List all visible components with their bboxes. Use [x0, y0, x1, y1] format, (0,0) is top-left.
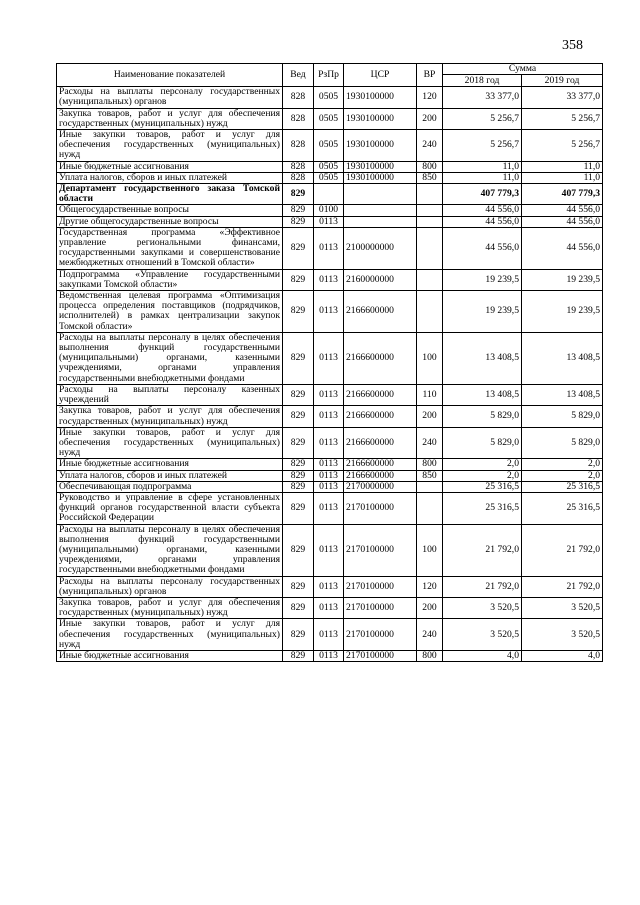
table-row — [57, 470, 603, 481]
cell-csr — [344, 205, 417, 216]
cell-vr: 800 — [417, 161, 443, 172]
cell-ved: 829 — [283, 481, 314, 492]
cell-vr: 800 — [417, 650, 443, 661]
cell-csr: 2170100000 — [344, 492, 417, 524]
table-row — [57, 459, 603, 470]
cell-rzpr: 0113 — [314, 481, 344, 492]
table-row — [57, 205, 603, 216]
header-sum: Сумма — [443, 64, 603, 75]
cell-sum-2018: 3 520,5 — [443, 619, 522, 651]
table-row — [57, 406, 603, 427]
cell-name: Закупка товаров, работ и услуг для обеспечения государственных (муниципальных) нужд — [57, 406, 283, 427]
cell-rzpr: 0113 — [314, 384, 344, 405]
cell-sum-2018: 407 779,3 — [443, 184, 522, 205]
page-number: 358 — [562, 38, 583, 53]
cell-ved: 829 — [283, 227, 314, 269]
cell-ved: 829 — [283, 332, 314, 384]
cell-ved: 829 — [283, 576, 314, 597]
table-row — [57, 216, 603, 227]
table-row — [57, 650, 603, 661]
cell-sum-2018: 44 556,0 — [443, 205, 522, 216]
table-body — [57, 87, 603, 662]
cell-rzpr — [314, 184, 344, 205]
cell-vr: 240 — [417, 427, 443, 459]
cell-sum-2018: 44 556,0 — [443, 216, 522, 227]
cell-name: Расходы на выплаты персоналу государственных (муниципальных) органов — [57, 87, 283, 108]
cell-sum-2019: 2,0 — [522, 470, 603, 481]
cell-csr — [344, 216, 417, 227]
cell-vr — [417, 492, 443, 524]
cell-vr — [417, 269, 443, 290]
cell-csr: 2100000000 — [344, 227, 417, 269]
cell-vr: 100 — [417, 332, 443, 384]
cell-csr: 2166600000 — [344, 459, 417, 470]
header-name: Наименование показателей — [57, 64, 283, 87]
table-row — [57, 291, 603, 333]
header-vr: ВР — [417, 64, 443, 87]
cell-name: Иные закупки товаров, работ и услуг для обеспечения государственных (муниципальных) нужд — [57, 427, 283, 459]
cell-sum-2018: 2,0 — [443, 459, 522, 470]
header-year-2018: 2018 год — [443, 75, 522, 87]
cell-name: Государственная программа «Эффективное управление региональными финансами, государственными закупками и совершенствование межбюджетных отношений в Томской области» — [57, 227, 283, 269]
cell-name: Иные бюджетные ассигнования — [57, 161, 283, 172]
cell-csr: 2170100000 — [344, 597, 417, 618]
cell-rzpr: 0113 — [314, 576, 344, 597]
cell-sum-2018: 13 408,5 — [443, 332, 522, 384]
table-row — [57, 576, 603, 597]
table-row — [57, 269, 603, 290]
cell-sum-2018: 19 239,5 — [443, 269, 522, 290]
cell-vr: 100 — [417, 524, 443, 576]
cell-sum-2018: 44 556,0 — [443, 227, 522, 269]
cell-name: Другие общегосударственные вопросы — [57, 216, 283, 227]
cell-vr — [417, 481, 443, 492]
cell-ved: 829 — [283, 650, 314, 661]
cell-rzpr: 0113 — [314, 269, 344, 290]
cell-rzpr: 0113 — [314, 619, 344, 651]
cell-ved: 829 — [283, 216, 314, 227]
cell-rzpr: 0113 — [314, 650, 344, 661]
cell-sum-2019: 25 316,5 — [522, 492, 603, 524]
cell-csr: 2166600000 — [344, 332, 417, 384]
cell-name: Подпрограмма «Управление государственными закупками Томской области» — [57, 269, 283, 290]
cell-sum-2019: 5 829,0 — [522, 427, 603, 459]
cell-sum-2019: 5 256,7 — [522, 130, 603, 162]
cell-sum-2019: 21 792,0 — [522, 576, 603, 597]
cell-vr: 200 — [417, 108, 443, 129]
table-row — [57, 227, 603, 269]
cell-csr: 2170100000 — [344, 619, 417, 651]
cell-name: Иные закупки товаров, работ и услуг для обеспечения государственных (муниципальных) нужд — [57, 130, 283, 162]
cell-vr: 800 — [417, 459, 443, 470]
cell-csr: 2170100000 — [344, 576, 417, 597]
cell-rzpr: 0113 — [314, 470, 344, 481]
cell-vr: 110 — [417, 384, 443, 405]
cell-ved: 829 — [283, 597, 314, 618]
cell-sum-2018: 19 239,5 — [443, 291, 522, 333]
cell-ved: 828 — [283, 161, 314, 172]
cell-vr — [417, 205, 443, 216]
cell-name: Обеспечивающая подпрограмма — [57, 481, 283, 492]
cell-sum-2019: 407 779,3 — [522, 184, 603, 205]
cell-rzpr: 0113 — [314, 427, 344, 459]
cell-ved: 829 — [283, 291, 314, 333]
cell-sum-2018: 13 408,5 — [443, 384, 522, 405]
table-row — [57, 427, 603, 459]
cell-ved: 829 — [283, 459, 314, 470]
cell-ved: 829 — [283, 524, 314, 576]
cell-vr: 850 — [417, 172, 443, 183]
cell-sum-2019: 3 520,5 — [522, 597, 603, 618]
table-row — [57, 524, 603, 576]
cell-sum-2019: 44 556,0 — [522, 205, 603, 216]
header-rzpr: РзПр — [314, 64, 344, 87]
cell-vr: 120 — [417, 87, 443, 108]
cell-ved: 829 — [283, 427, 314, 459]
cell-sum-2018: 5 256,7 — [443, 130, 522, 162]
cell-sum-2018: 33 377,0 — [443, 87, 522, 108]
table-row — [57, 87, 603, 108]
table-row — [57, 384, 603, 405]
cell-sum-2018: 4,0 — [443, 650, 522, 661]
cell-rzpr: 0113 — [314, 492, 344, 524]
cell-rzpr: 0113 — [314, 459, 344, 470]
cell-rzpr: 0113 — [314, 332, 344, 384]
cell-sum-2018: 25 316,5 — [443, 481, 522, 492]
cell-sum-2018: 5 256,7 — [443, 108, 522, 129]
table-row — [57, 481, 603, 492]
cell-csr: 2170100000 — [344, 650, 417, 661]
cell-csr: 2166600000 — [344, 427, 417, 459]
cell-ved: 829 — [283, 406, 314, 427]
cell-ved: 829 — [283, 269, 314, 290]
cell-csr: 2166600000 — [344, 384, 417, 405]
cell-vr — [417, 216, 443, 227]
cell-name: Расходы на выплаты персоналу государственных (муниципальных) органов — [57, 576, 283, 597]
cell-sum-2019: 13 408,5 — [522, 384, 603, 405]
cell-sum-2018: 11,0 — [443, 161, 522, 172]
table-row — [57, 619, 603, 651]
table-row — [57, 172, 603, 183]
cell-sum-2019: 19 239,5 — [522, 269, 603, 290]
cell-name: Иные бюджетные ассигнования — [57, 650, 283, 661]
cell-ved: 829 — [283, 619, 314, 651]
cell-sum-2018: 21 792,0 — [443, 524, 522, 576]
cell-sum-2019: 11,0 — [522, 172, 603, 183]
cell-vr — [417, 184, 443, 205]
cell-vr — [417, 227, 443, 269]
cell-vr: 850 — [417, 470, 443, 481]
cell-csr — [344, 184, 417, 205]
cell-rzpr: 0113 — [314, 524, 344, 576]
header-csr: ЦСР — [344, 64, 417, 87]
cell-rzpr: 0113 — [314, 406, 344, 427]
cell-csr: 1930100000 — [344, 108, 417, 129]
cell-sum-2018: 2,0 — [443, 470, 522, 481]
cell-name: Департамент государственного заказа Томской области — [57, 184, 283, 205]
table-row — [57, 130, 603, 162]
cell-ved: 828 — [283, 172, 314, 183]
cell-sum-2018: 3 520,5 — [443, 597, 522, 618]
cell-sum-2019: 19 239,5 — [522, 291, 603, 333]
cell-vr — [417, 291, 443, 333]
cell-csr: 1930100000 — [344, 172, 417, 183]
table-row — [57, 161, 603, 172]
cell-csr: 2170100000 — [344, 524, 417, 576]
cell-csr: 2160000000 — [344, 269, 417, 290]
table-row — [57, 332, 603, 384]
cell-sum-2019: 2,0 — [522, 459, 603, 470]
table-row — [57, 184, 603, 205]
cell-vr: 120 — [417, 576, 443, 597]
cell-vr: 200 — [417, 406, 443, 427]
cell-rzpr: 0113 — [314, 216, 344, 227]
cell-ved: 828 — [283, 87, 314, 108]
table-row — [57, 108, 603, 129]
cell-rzpr: 0100 — [314, 205, 344, 216]
cell-sum-2019: 11,0 — [522, 161, 603, 172]
cell-sum-2019: 13 408,5 — [522, 332, 603, 384]
cell-ved: 829 — [283, 384, 314, 405]
cell-csr: 2170000000 — [344, 481, 417, 492]
cell-sum-2018: 11,0 — [443, 172, 522, 183]
cell-sum-2019: 5 256,7 — [522, 108, 603, 129]
cell-csr: 1930100000 — [344, 87, 417, 108]
cell-rzpr: 0113 — [314, 227, 344, 269]
cell-name: Уплата налогов, сборов и иных платежей — [57, 172, 283, 183]
cell-vr: 240 — [417, 619, 443, 651]
cell-rzpr: 0113 — [314, 597, 344, 618]
cell-ved: 829 — [283, 205, 314, 216]
cell-name: Ведомственная целевая программа «Оптимизация процесса определения поставщиков (подрядчиков, исполнителей) в рамках централизации закупок Томской области» — [57, 291, 283, 333]
cell-sum-2019: 33 377,0 — [522, 87, 603, 108]
cell-ved: 828 — [283, 108, 314, 129]
budget-table — [56, 63, 603, 662]
cell-name: Закупка товаров, работ и услуг для обеспечения государственных (муниципальных) нужд — [57, 108, 283, 129]
cell-csr: 1930100000 — [344, 130, 417, 162]
cell-rzpr: 0505 — [314, 161, 344, 172]
cell-sum-2018: 5 829,0 — [443, 406, 522, 427]
cell-sum-2019: 21 792,0 — [522, 524, 603, 576]
cell-sum-2018: 21 792,0 — [443, 576, 522, 597]
cell-ved: 829 — [283, 184, 314, 205]
cell-sum-2018: 5 829,0 — [443, 427, 522, 459]
cell-csr: 2166600000 — [344, 470, 417, 481]
table-row — [57, 492, 603, 524]
cell-name: Общегосударственные вопросы — [57, 205, 283, 216]
cell-sum-2018: 25 316,5 — [443, 492, 522, 524]
cell-rzpr: 0113 — [314, 291, 344, 333]
cell-sum-2019: 44 556,0 — [522, 216, 603, 227]
cell-rzpr: 0505 — [314, 172, 344, 183]
table-row — [57, 597, 603, 618]
cell-name: Расходы на выплаты персоналу в целях обеспечения выполнения функций государственными (муниципальными) органами, казенными учреждениями, органами управления государственными внебюджетными фондами — [57, 524, 283, 576]
cell-name: Закупка товаров, работ и услуг для обеспечения государственных (муниципальных) нужд — [57, 597, 283, 618]
cell-name: Руководство и управление в сфере установленных функций органов государственной власти субъекта Российской Федерации — [57, 492, 283, 524]
cell-sum-2019: 25 316,5 — [522, 481, 603, 492]
cell-vr: 200 — [417, 597, 443, 618]
header-year-2019: 2019 год — [522, 75, 603, 87]
cell-rzpr: 0505 — [314, 130, 344, 162]
cell-name: Уплата налогов, сборов и иных платежей — [57, 470, 283, 481]
cell-ved: 829 — [283, 492, 314, 524]
cell-rzpr: 0505 — [314, 87, 344, 108]
cell-name: Расходы на выплаты персоналу в целях обеспечения выполнения функций государственными (муниципальными) органами, казенными учреждениями, органами управления государственными внебюджетными фондами — [57, 332, 283, 384]
cell-sum-2019: 5 829,0 — [522, 406, 603, 427]
cell-name: Расходы на выплаты персоналу казенных учреждений — [57, 384, 283, 405]
cell-name: Иные бюджетные ассигнования — [57, 459, 283, 470]
cell-csr: 1930100000 — [344, 161, 417, 172]
cell-csr: 2166600000 — [344, 291, 417, 333]
cell-ved: 828 — [283, 130, 314, 162]
cell-sum-2019: 3 520,5 — [522, 619, 603, 651]
cell-name: Иные закупки товаров, работ и услуг для обеспечения государственных (муниципальных) нужд — [57, 619, 283, 651]
cell-sum-2019: 44 556,0 — [522, 227, 603, 269]
header-ved: Вед — [283, 64, 314, 87]
cell-csr: 2166600000 — [344, 406, 417, 427]
cell-vr: 240 — [417, 130, 443, 162]
cell-ved: 829 — [283, 470, 314, 481]
cell-rzpr: 0505 — [314, 108, 344, 129]
cell-sum-2019: 4,0 — [522, 650, 603, 661]
